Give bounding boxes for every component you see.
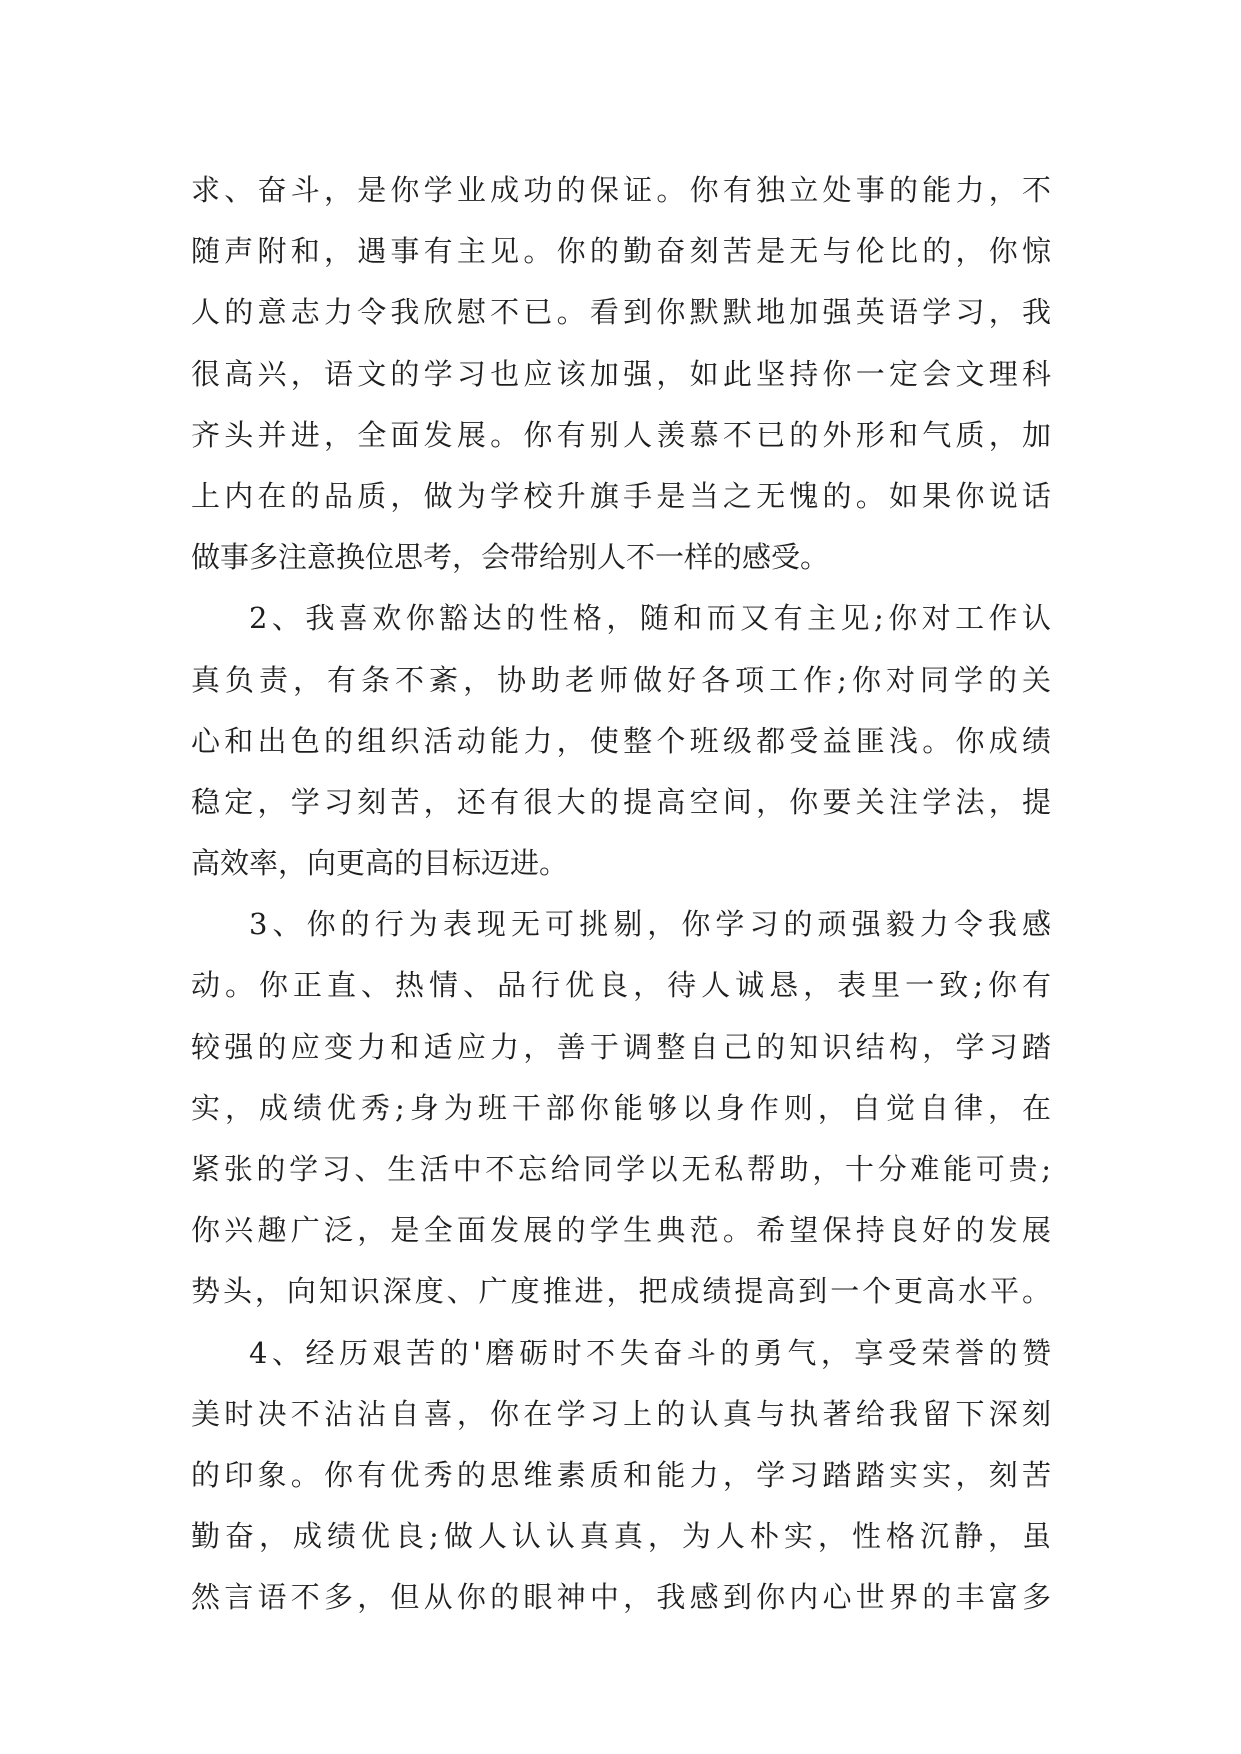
text-line: 做事多注意换位思考，会带给别人不一样的感受。	[191, 540, 830, 575]
text-line: 然言语不多，但从你的眼神中，我感到你内心世界的丰富多	[191, 1580, 1051, 1615]
text-line: 的印象。你有优秀的思维素质和能力，学习踏踏实实，刻苦	[191, 1457, 1051, 1492]
text-line: 动。你正直、热情、品行优良，待人诚恳，表里一致;你有	[191, 968, 1051, 1003]
text-line: 上内在的品质，做为学校升旗手是当之无愧的。如果你说话	[191, 478, 1051, 513]
text-line: 很高兴，语文的学习也应该加强，如此坚持你一定会文理科	[191, 356, 1051, 391]
text-line: 人的意志力令我欣慰不已。看到你默默地加强英语学习，我	[191, 295, 1051, 330]
paragraph	[191, 160, 1051, 588]
text-line: 你兴趣广泛，是全面发展的学生典范。希望保持良好的发展	[191, 1213, 1051, 1248]
text-line: 心和出色的组织活动能力，使整个班级都受益匪浅。你成绩	[191, 723, 1051, 758]
text-line: 紧张的学习、生活中不忘给同学以无私帮助，十分难能可贵;	[191, 1152, 1051, 1186]
text-line: 较强的应变力和适应力，善于调整自己的知识结构，学习踏	[191, 1029, 1051, 1064]
paragraph	[191, 588, 1051, 894]
text-line: 真负责，有条不紊，协助老师做好各项工作;你对同学的关	[191, 662, 1051, 697]
text-line: 求、奋斗，是你学业成功的保证。你有独立处事的能力，不	[191, 173, 1051, 207]
text-line: 齐头并进，全面发展。你有别人羡慕不已的外形和气质，加	[191, 417, 1051, 452]
text-line: 实，成绩优秀;身为班干部你能够以身作则，自觉自律，在	[191, 1090, 1051, 1125]
text-line: 2、我喜欢你豁达的性格，随和而又有主见;你对工作认	[249, 601, 1051, 636]
text-line: 3、你的行为表现无可挑剔，你学习的顽强毅力令我感	[249, 907, 1051, 942]
text-line: 高效率，向更高的目标迈进。	[191, 846, 569, 881]
document-body	[191, 160, 1051, 1629]
paragraph	[191, 1323, 1051, 1629]
paragraph	[191, 894, 1051, 1322]
text-line: 势头，向知识深度、广度推进，把成绩提高到一个更高水平。	[191, 1274, 1051, 1309]
text-line: 美时决不沾沾自喜，你在学习上的认真与执著给我留下深刻	[191, 1396, 1051, 1431]
text-line: 勤奋，成绩优良;做人认认真真，为人朴实，性格沉静，虽	[191, 1519, 1051, 1554]
text-line: 稳定，学习刻苦，还有很大的提高空间，你要关注学法，提	[191, 784, 1051, 819]
text-line: 4、经历艰苦的'磨砺时不失奋斗的勇气，享受荣誉的赞	[249, 1335, 1051, 1370]
text-line: 随声附和，遇事有主见。你的勤奋刻苦是无与伦比的，你惊	[191, 234, 1051, 269]
